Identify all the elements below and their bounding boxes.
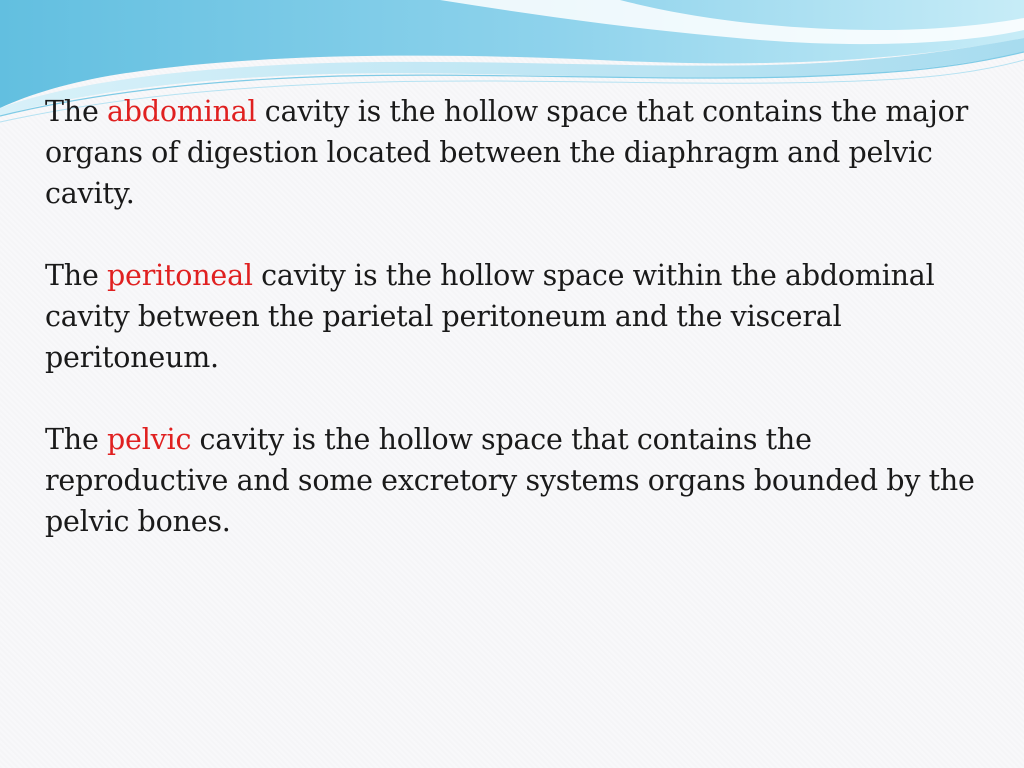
paragraph-lead: The	[45, 95, 107, 128]
paragraph-text: cavity is the hollow space that contains the major organs of digestion located between the diaphragm and pelvic cavity.	[45, 95, 968, 210]
highlight-term-pelvic: pelvic	[107, 423, 192, 456]
paragraph-abdominal	[45, 91, 985, 214]
highlight-term-abdominal: abdominal	[107, 95, 257, 128]
slide-body	[45, 91, 985, 583]
highlight-term-peritoneal: peritoneal	[107, 259, 253, 292]
paragraph-peritoneal	[45, 255, 985, 378]
paragraph-lead: The	[45, 423, 107, 456]
paragraph-text: cavity is the hollow space within the abdominal cavity between the parietal peritoneum and the visceral peritoneum.	[45, 259, 935, 374]
paragraph-text: cavity is the hollow space that contains the reproductive and some excretory systems organs bounded by the pelvic bones.	[45, 423, 975, 538]
paragraph-lead: The	[45, 259, 107, 292]
paragraph-pelvic	[45, 419, 985, 542]
